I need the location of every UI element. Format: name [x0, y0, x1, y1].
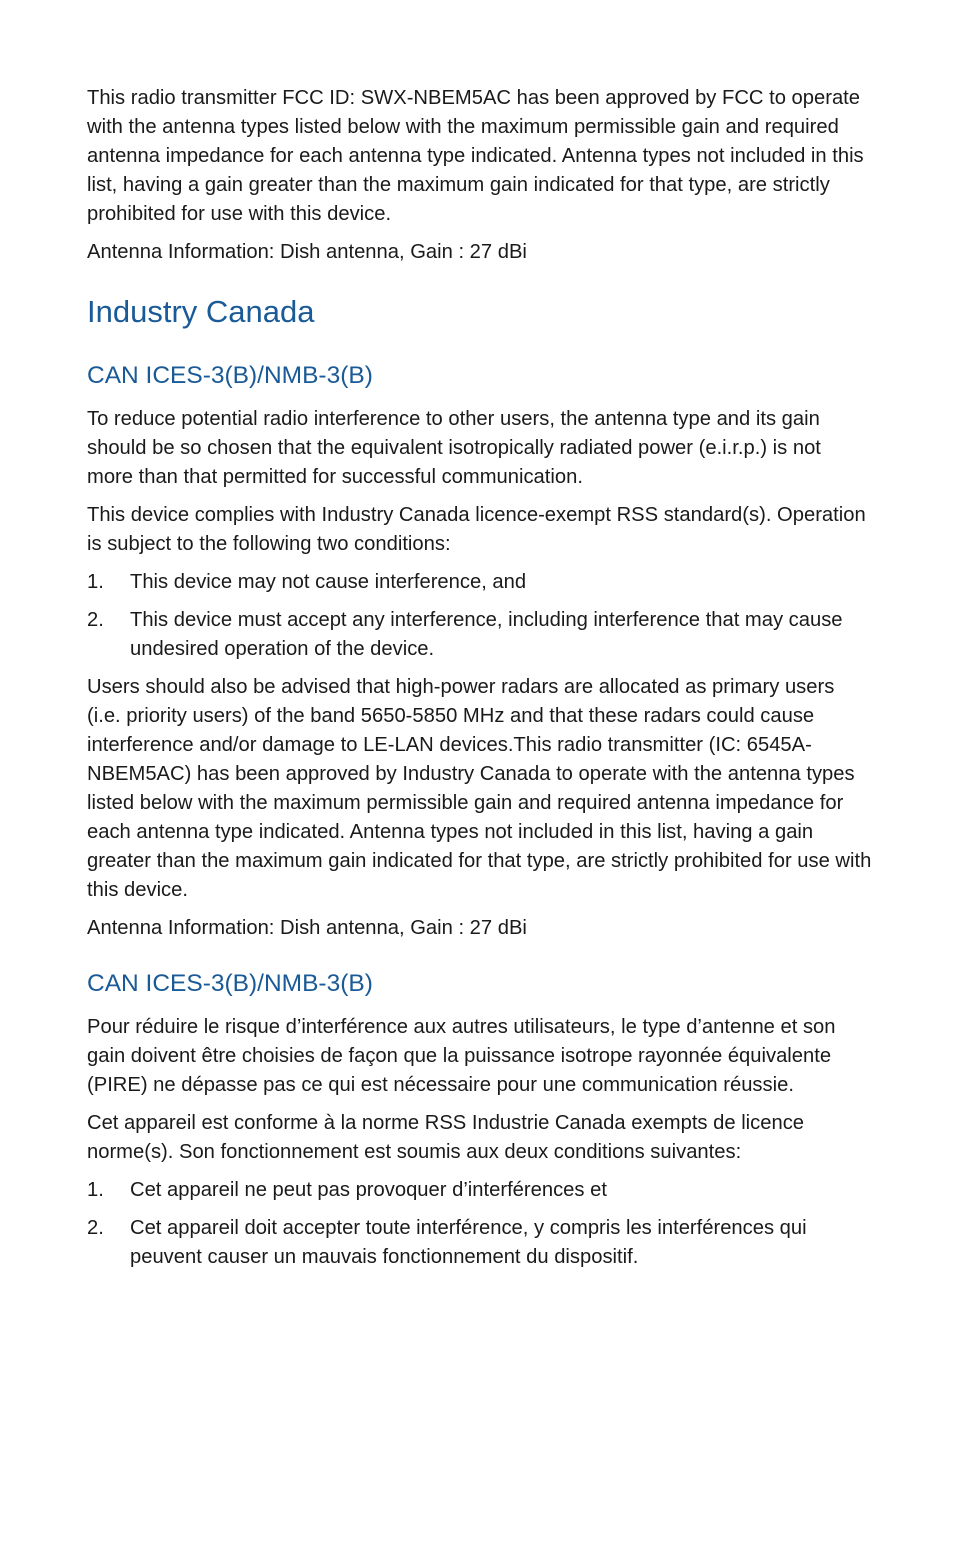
- list-item-number: 1.: [87, 571, 104, 593]
- list-item-number: 2.: [87, 1217, 104, 1239]
- list-item: [87, 568, 872, 597]
- french-subheading: CAN ICES-3(B)/NMB-3(B): [87, 970, 373, 997]
- fcc-antenna-info: Antenna Information: Dish antenna, Gain : 27 dBi: [87, 241, 527, 263]
- english-radar-paragraph: Users should also be advised that high-power radars are allocated as primary users (i.e. priority users) of the band 5650-5850 MHz and that these radars could cause interference and/or damage to LE-LAN devices.This radio transmitter (IC: 6545A-NBEM5AC) has been approved by Industry Canada to operate with the antenna types listed below with the maximum permissible gain and required antenna impedance for each antenna type indicated. Antenna types not included in this list, having a gain greater than the maximum gain indicated for that type, are strictly prohibited for use with this device.: [87, 676, 872, 901]
- english-subheading: CAN ICES-3(B)/NMB-3(B): [87, 362, 373, 389]
- document-page: [87, 84, 872, 1281]
- list-item: [87, 606, 872, 664]
- list-item: [87, 1214, 872, 1272]
- list-item-text: Cet appareil doit accepter toute interférence, y compris les interférences qui peuvent causer un mauvais fonctionnement du dispositif.: [130, 1217, 807, 1268]
- english-conditions-list: [87, 568, 872, 664]
- fcc-approval-paragraph: This radio transmitter FCC ID: SWX-NBEM5AC has been approved by FCC to operate with the antenna types listed below with the maximum permissible gain and required antenna impedance for each antenna type indicated. Antenna types not included in this list, having a gain greater than the maximum gain indicated for that type, are strictly prohibited for use with this device.: [87, 87, 864, 225]
- list-item-text: This device must accept any interference, including interference that may cause undesired operation of the device.: [130, 609, 843, 660]
- list-item-number: 2.: [87, 609, 104, 631]
- english-interference-paragraph: To reduce potential radio interference to other users, the antenna type and its gain should be so chosen that the equivalent isotropically radiated power (e.i.r.p.) is not more than that permitted for successful communication.: [87, 408, 821, 488]
- english-compliance-paragraph: This device complies with Industry Canada licence-exempt RSS standard(s). Operation is subject to the following two conditions:: [87, 504, 866, 555]
- list-item-number: 1.: [87, 1179, 104, 1201]
- section-title-industry-canada: Industry Canada: [87, 294, 315, 329]
- french-compliance-paragraph: Cet appareil est conforme à la norme RSS Industrie Canada exempts de licence norme(s). Son fonctionnement est soumis aux deux conditions suivantes:: [87, 1112, 805, 1163]
- french-conditions-list: [87, 1176, 872, 1272]
- list-item-text: This device may not cause interference, and: [130, 571, 527, 593]
- english-antenna-info: Antenna Information: Dish antenna, Gain : 27 dBi: [87, 917, 527, 939]
- list-item: [87, 1176, 872, 1205]
- french-interference-paragraph: Pour réduire le risque d’interférence aux autres utilisateurs, le type d’antenne et son gain doivent être choisies de façon que la puissance isotrope rayonnée équivalente (PIRE) ne dépasse pas ce qui est nécessaire pour une communication réussie.: [87, 1016, 836, 1096]
- list-item-text: Cet appareil ne peut pas provoquer d’interférences et: [130, 1179, 607, 1201]
